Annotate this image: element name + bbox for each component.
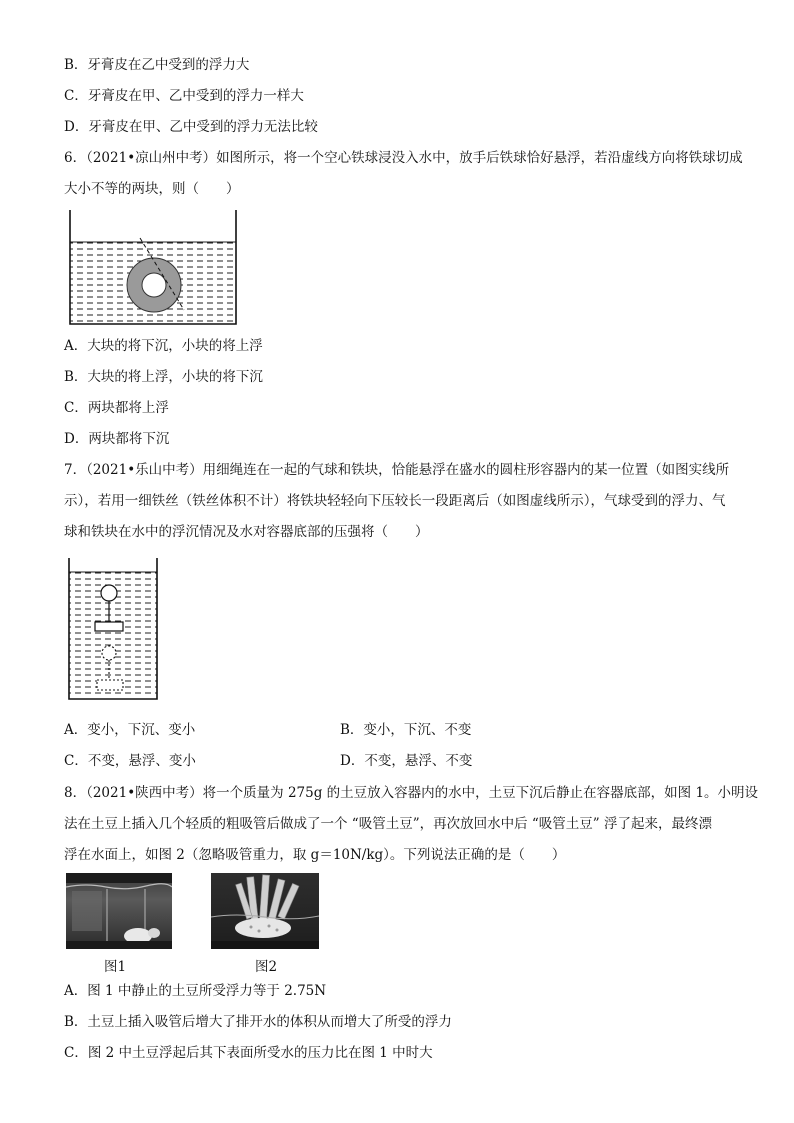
q6-option-c: C．两块都将上浮	[64, 400, 169, 416]
q8-option-b: B．土豆上插入吸管后增大了排开水的体积从而增大了所受的浮力	[64, 1014, 452, 1030]
q7-stem-line2: 示），若用一细铁丝（铁丝体积不计）将铁块轻轻向下压较长一段距离后（如图虚线所示），气球受到的浮力、气	[64, 493, 726, 509]
q7-option-c: C．不变，悬浮、变小	[64, 753, 196, 769]
q8-figure1-potato-sunk-photo	[66, 873, 172, 949]
q5-option-d: D．牙膏皮在甲、乙中受到的浮力无法比较	[64, 119, 318, 135]
q8-figure2-caption: 图2	[255, 959, 278, 975]
q7-option-a: A．变小，下沉、变小	[64, 722, 196, 738]
q7-stem-line3: 球和铁块在水中的浮沉情况及水对容器底部的压强将（ ）	[64, 524, 429, 540]
q6-stem-line2: 大小不等的两块，则（ ）	[64, 181, 240, 197]
q8-figure2-straw-potato-floating-photo	[211, 873, 319, 949]
q6-option-d: D．两块都将下沉	[64, 431, 170, 447]
q8-stem-line3: 浮在水面上，如图 2（忽略吸管重力，取 g＝10N/kg）。下列说法正确的是（ ）	[64, 847, 566, 863]
q8-option-c: C．图 2 中土豆浮起后其下表面所受水的压力比在图 1 中时大	[64, 1045, 433, 1061]
q5-option-b: B．牙膏皮在乙中受到的浮力大	[64, 57, 250, 73]
q8-stem-line1: 8．（2021•陕西中考）将一个质量为 275g 的土豆放入容器内的水中，土豆下沉后静止在容器底部，如图 1。小明设	[64, 785, 759, 801]
q7-option-b: B．变小，下沉、不变	[340, 722, 472, 738]
q6-figure-container-with-iron-ball	[66, 210, 240, 328]
q8-option-a: A．图 1 中静止的土豆所受浮力等于 2.75N	[64, 983, 327, 999]
q5-option-c: C．牙膏皮在甲、乙中受到的浮力一样大	[64, 88, 304, 104]
q7-figure-balloon-and-iron-block	[64, 558, 162, 704]
q8-stem-line2: 法在土豆上插入几个轻质的粗吸管后做成了一个 “吸管土豆”，再次放回水中后 “吸管土豆” 浮了起来，最终漂	[64, 816, 712, 832]
q6-option-b: B．大块的将上浮，小块的将下沉	[64, 369, 263, 385]
q6-stem-line1: 6．（2021•凉山州中考）如图所示，将一个空心铁球浸没入水中，放手后铁球恰好悬浮，若沿虚线方向将铁球切成	[64, 150, 743, 166]
q7-option-d: D．不变，悬浮、不变	[340, 753, 473, 769]
q7-stem-line1: 7．（2021•乐山中考）用细绳连在一起的气球和铁块，恰能悬浮在盛水的圆柱形容器内的某一位置（如图实线所	[64, 462, 730, 478]
q8-figure1-caption: 图1	[104, 959, 127, 975]
q6-option-a: A．大块的将下沉，小块的将上浮	[64, 338, 263, 354]
